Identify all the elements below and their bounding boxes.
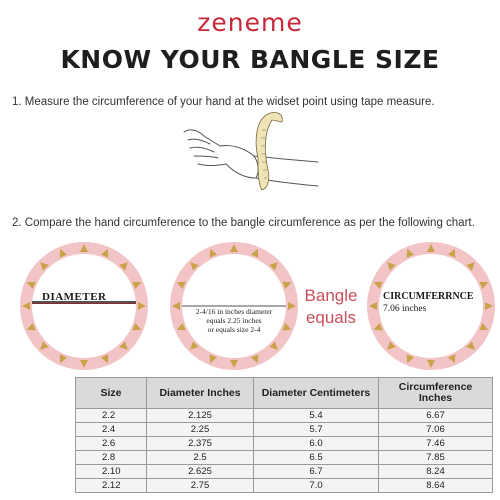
bangle-size-table [75, 377, 493, 493]
bangle-diameter-illustration [18, 240, 150, 372]
diameter-note-line: or equals size 2-4 [207, 325, 261, 334]
diameter-note [186, 307, 282, 334]
page-title: KNOW YOUR BANGLE SIZE [60, 45, 440, 74]
circumference-title: CIRCUMFERRNCE [383, 291, 474, 302]
cell-circumference-inches: 8.24 [379, 465, 493, 479]
header-diameter-inches: Diameter Inches [147, 378, 254, 409]
cell-size: 2.6 [76, 437, 147, 451]
table-row [76, 479, 493, 493]
header-circumference-inches: Circumference Inches [379, 378, 493, 409]
cell-diameter-centimeters: 6.0 [254, 437, 379, 451]
cell-diameter-inches: 2.125 [147, 409, 254, 423]
cell-size: 2.10 [76, 465, 147, 479]
step-2-instruction: 2. Compare the hand circumference to the bangle circumference as per the following chart. [12, 217, 475, 229]
cell-size: 2.4 [76, 423, 147, 437]
tape-measure-icon [256, 112, 282, 190]
brand-logo: zeneme [197, 8, 303, 37]
table-header-row [76, 378, 493, 409]
equals-line: Bangle [304, 286, 358, 305]
cell-circumference-inches: 7.85 [379, 451, 493, 465]
header-size: Size [76, 378, 147, 409]
cell-diameter-inches: 2.75 [147, 479, 254, 493]
cell-diameter-inches: 2.5 [147, 451, 254, 465]
cell-diameter-inches: 2.625 [147, 465, 254, 479]
hand-measure-illustration [180, 110, 320, 210]
cell-circumference-inches: 7.06 [379, 423, 493, 437]
table-row [76, 409, 493, 423]
diameter-note-line: equals 2.25 inches [206, 316, 262, 325]
diameter-label: DIAMETER [42, 291, 107, 303]
cell-diameter-centimeters: 6.7 [254, 465, 379, 479]
equals-line: equals [305, 308, 357, 327]
table-row [76, 465, 493, 479]
table-row [76, 451, 493, 465]
table-row [76, 437, 493, 451]
cell-size: 2.8 [76, 451, 147, 465]
header-diameter-centimeters: Diameter Centimeters [254, 378, 379, 409]
cell-size: 2.12 [76, 479, 147, 493]
cell-circumference-inches: 6.67 [379, 409, 493, 423]
cell-circumference-inches: 7.46 [379, 437, 493, 451]
circumference-label [383, 291, 483, 315]
table-row [76, 423, 493, 437]
cell-size: 2.2 [76, 409, 147, 423]
cell-diameter-inches: 2.25 [147, 423, 254, 437]
step-1-instruction: 1. Measure the circumference of your hand at the widset point using tape measure. [12, 96, 435, 108]
cell-diameter-inches: 2.375 [147, 437, 254, 451]
cell-circumference-inches: 8.64 [379, 479, 493, 493]
bangle-note-illustration [168, 240, 300, 372]
cell-diameter-centimeters: 5.7 [254, 423, 379, 437]
diameter-note-line: 2-4/16 in inches diameter [195, 307, 273, 316]
bangle-equals-text [300, 285, 362, 329]
cell-diameter-centimeters: 5.4 [254, 409, 379, 423]
cell-diameter-centimeters: 6.5 [254, 451, 379, 465]
circumference-value: 7.06 inches [383, 304, 427, 314]
cell-diameter-centimeters: 7.0 [254, 479, 379, 493]
